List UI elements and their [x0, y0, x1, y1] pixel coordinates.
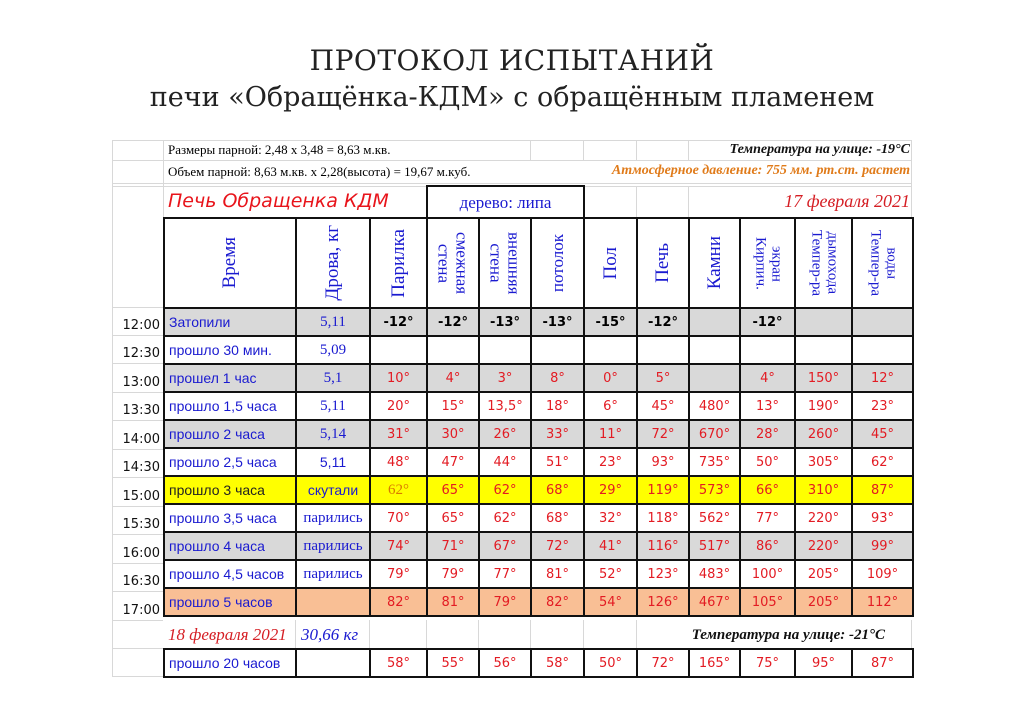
- total-wood: 30,66 кг: [301, 625, 359, 644]
- col-header-steam-room: Парилка: [370, 218, 427, 308]
- time-label: 16:30: [122, 574, 160, 589]
- stove-name: Печь Обращенка КДМ: [168, 190, 389, 212]
- table-row: прошел 1 час 5,1 10° 4° 3° 8° 0° 5° 4° 150° 12°: [164, 364, 913, 392]
- pressure-text: Атмосферное давление: 755 мм. рт.ст. растет: [611, 163, 910, 178]
- wood-type-box: [426, 185, 585, 219]
- time-label: 15:30: [122, 517, 160, 532]
- col-header-outer-wall: стена внешняя: [479, 218, 531, 308]
- measurement-table: [163, 217, 914, 617]
- time-label: 14:30: [122, 460, 160, 475]
- time-label: 13:00: [122, 375, 160, 390]
- time-label: 12:30: [122, 346, 160, 361]
- table-row: прошло 4 часа парились 74° 71° 67° 72° 41° 116° 517° 86° 220° 99°: [164, 532, 913, 560]
- table-row: прошло 2 часа 5,14 31° 30° 26° 33° 11° 72° 670° 28° 260° 45°: [164, 420, 913, 448]
- col-header-wood: Дрова, кг: [296, 218, 370, 308]
- col-header-brick-screen: Кирпич. экран: [740, 218, 795, 308]
- time-label: 17:00: [122, 603, 160, 618]
- wood-type-text: дерево: липа: [459, 193, 552, 212]
- table-row-highlighted: прошло 3 часа скутали 62° 65° 62° 68° 29° 119° 573° 66° 310° 87°: [164, 476, 913, 504]
- table-row: прошло 4,5 часов парились 79° 79° 77° 81° 52° 123° 483° 100° 205° 109°: [164, 560, 913, 588]
- col-header-stones: Камни: [689, 218, 740, 308]
- col-header-water-temp: Темпер-ра воды: [852, 218, 913, 308]
- time-label: 13:30: [122, 403, 160, 418]
- table-row: прошло 3,5 часа парились 70° 65° 62° 68° 32° 118° 562° 77° 220° 93°: [164, 504, 913, 532]
- table-row: прошло 20 часов 58° 55° 56° 58° 50° 72° 165° 75° 95° 87°: [164, 649, 913, 677]
- time-label: 15:00: [122, 489, 160, 504]
- document-subtitle: печи «Обращёнка-КДМ» с обращённым пламенем: [149, 82, 875, 113]
- col-header-adjacent-wall: стена смежная: [427, 218, 479, 308]
- test-date: 17 февраля 2021: [784, 191, 910, 211]
- table-row: прошло 30 мин. 5,09: [164, 336, 913, 364]
- time-label: 16:00: [122, 546, 160, 561]
- col-header-time: Время: [164, 218, 296, 308]
- col-header-ceiling: потолок: [531, 218, 584, 308]
- table-row: прошло 2,5 часа 5,11 48° 47° 44° 51° 23° 93° 735° 50° 305° 62°: [164, 448, 913, 476]
- document-title: ПРОТОКОЛ ИСПЫТАНИЙ: [309, 44, 715, 77]
- col-header-stove: Печь: [637, 218, 689, 308]
- header-row: [164, 218, 913, 308]
- time-label: 14:00: [122, 432, 160, 447]
- room-volume-text: Объем парной: 8,63 м.кв. х 2,28(высота) = 19,67 м.куб.: [168, 164, 471, 179]
- col-header-floor: Пол: [584, 218, 637, 308]
- next-day-date: 18 февраля 2021: [168, 625, 287, 644]
- room-size-text: Размеры парной: 2,48 х 3,48 = 8,63 м.кв.: [168, 142, 391, 157]
- table-row: Затопили 5,11 -12° -12° -13° -13° -15° -12° -12°: [164, 308, 913, 336]
- table-row: прошло 1,5 часа 5,11 20° 15° 13,5° 18° 6° 45° 480° 13° 190° 23°: [164, 392, 913, 420]
- time-label: 12:00: [122, 318, 160, 333]
- outside-temp-text: Температура на улице: -19°С: [729, 142, 910, 157]
- col-header-chimney-temp: Темпер-ра дымохода: [795, 218, 852, 308]
- next-day-row-table: [163, 648, 914, 678]
- table-row-highlighted: прошло 5 часов 82° 81° 79° 82° 54° 126° 467° 105° 205° 112°: [164, 588, 913, 616]
- next-day-outside-temp: Температура на улице: -21°С: [691, 627, 885, 643]
